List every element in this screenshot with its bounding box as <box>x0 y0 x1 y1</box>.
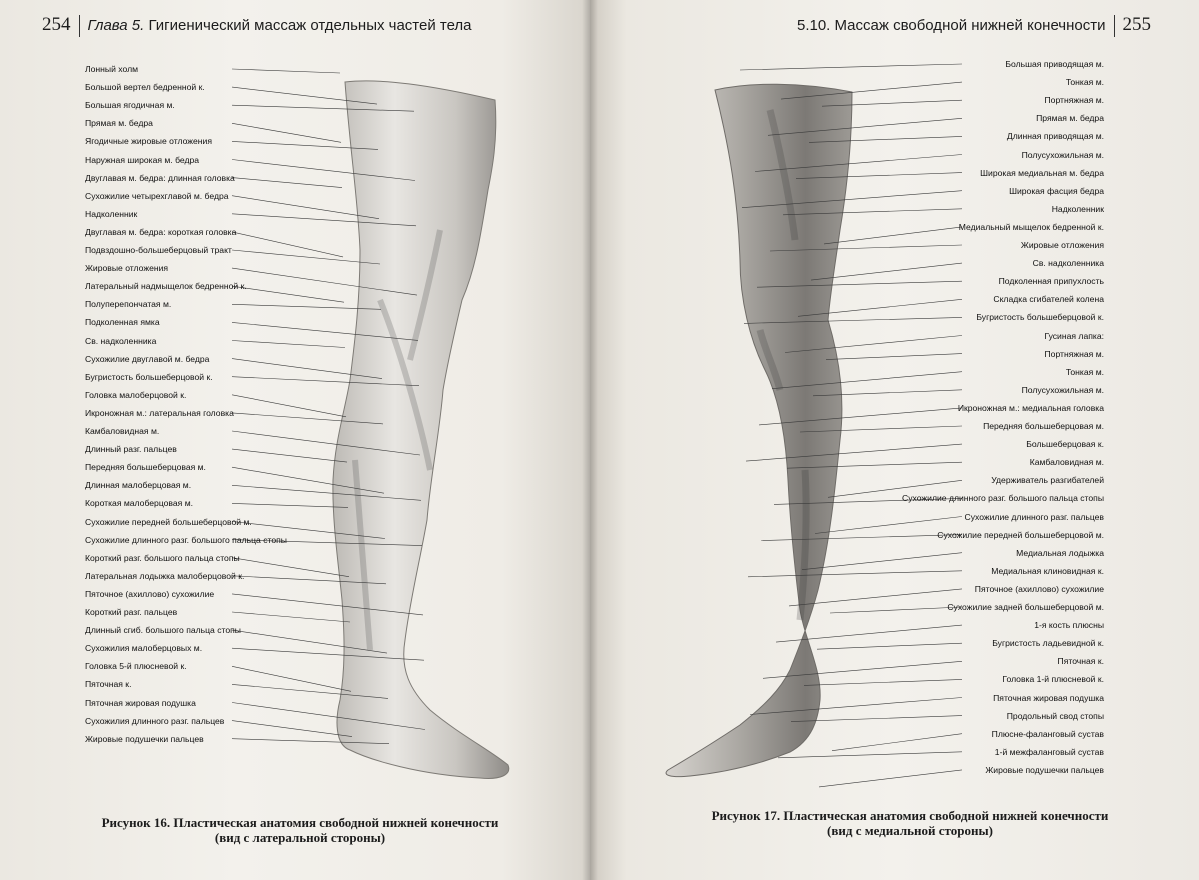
right-label-1: Большая приводящая м. <box>1005 59 1104 69</box>
left-label-2: Большой вертел бедренной к. <box>85 82 205 93</box>
left-label-30: Пяточное (ахиллово) сухожилие <box>85 588 215 599</box>
left-label-31: Короткий разг. пальцев <box>85 607 178 617</box>
right-label-30: Пяточное (ахиллово) сухожилие <box>974 583 1104 594</box>
figure-17-caption-line2: (вид с медиальной стороны) <box>827 823 993 838</box>
right-leader-line-35 <box>804 679 962 685</box>
right-label-34: Пяточная к. <box>1057 656 1104 667</box>
right-label-6: Полусухожильная м. <box>1021 149 1104 160</box>
right-label-14: Складка сгибателей колена <box>993 294 1104 305</box>
left-leader-line-1 <box>232 69 340 73</box>
left-leader-line-22 <box>232 449 347 462</box>
figure-16-caption <box>40 815 560 845</box>
left-label-4: Прямая м. бедра <box>85 118 153 129</box>
left-leader-line-31 <box>232 612 350 622</box>
left-label-25: Короткая малоберцовая м. <box>85 498 194 509</box>
left-label-9: Надколенник <box>85 208 138 219</box>
leg-medial-illustration <box>590 0 1199 880</box>
right-leader-line-10 <box>824 227 962 244</box>
left-leader-line-19 <box>232 395 346 417</box>
right-label-8: Широкая фасция бедра <box>1009 185 1104 196</box>
right-label-15: Бугристость большеберцовой к. <box>976 312 1104 323</box>
book-gutter <box>582 0 598 880</box>
right-label-16: Гусиная лапка: <box>1044 330 1104 341</box>
right-label-2: Тонкая м. <box>1065 77 1104 88</box>
left-leader-line-10 <box>232 232 343 257</box>
right-leader-line-22 <box>746 444 962 461</box>
left-label-17: Сухожилие двуглавой м. бедра <box>85 353 210 364</box>
left-label-37: Сухожилия длинного разг. пальцев <box>85 715 225 726</box>
left-label-11: Подвздошно-большеберцовый тракт <box>85 245 232 255</box>
right-label-19: Полусухожильная м. <box>1021 384 1104 395</box>
section-title: 5.10. Массаж свободной нижней конечности <box>796 17 1106 34</box>
right-label-9: Надколенник <box>1051 203 1104 214</box>
right-label-32: 1-я кость плюсны <box>1034 620 1104 631</box>
left-label-14: Полуперепончатая м. <box>85 299 172 310</box>
right-leader-line-39 <box>778 752 962 758</box>
right-label-22: Большеберцовая к. <box>1026 439 1104 450</box>
right-leader-line-38 <box>832 734 962 751</box>
right-label-17: Портняжная м. <box>1044 348 1104 359</box>
right-label-33: Бугристость ладьевидной к. <box>992 638 1104 649</box>
right-leader-line-40 <box>819 770 962 787</box>
left-leader-line-13 <box>232 286 344 302</box>
right-label-12: Св. надколенника <box>1032 258 1104 269</box>
right-label-21: Передняя большеберцовая м. <box>983 421 1104 431</box>
figure-17-caption-line1: Рисунок 17. Пластическая анатомия свободной нижней конечности <box>711 808 1109 823</box>
chapter-title: Гигиенический массаж отдельных частей тела <box>148 17 472 34</box>
figure-16-caption-line1: Рисунок 16. Пластическая анатомия свободной нижней конечности <box>101 815 499 830</box>
right-label-24: Удерживатель разгибателей <box>991 475 1104 486</box>
left-leader-line-34 <box>232 666 351 691</box>
left-label-18: Бугристость большеберцовой к. <box>85 371 213 382</box>
left-label-13: Латеральный надмыщелок бедренной к. <box>85 281 247 292</box>
right-label-13: Подколенная припухлость <box>998 276 1104 287</box>
left-label-33: Сухожилия малоберцовых м. <box>85 643 203 654</box>
left-label-36: Пяточная жировая подушка <box>85 697 196 708</box>
left-label-38: Жировые подушечки пальцев <box>85 733 204 744</box>
left-label-6: Наружная широкая м. бедра <box>85 154 200 165</box>
left-label-27: Сухожилие длинного разг. большого пальца стопы <box>85 534 287 545</box>
chapter-prefix: Глава 5. <box>87 17 145 34</box>
left-label-5: Ягодичные жировые отложения <box>85 136 213 147</box>
left-label-16: Св. надколенника <box>85 335 157 346</box>
right-leader-line-33 <box>817 643 962 649</box>
left-leader-line-37 <box>232 721 352 737</box>
left-page-number: 254 <box>42 14 71 35</box>
left-label-21: Камбаловидная м. <box>85 426 160 436</box>
left-label-7: Двуглавая м. бедра: длинная головка <box>85 172 235 183</box>
left-label-20: Икроножная м.: латеральная головка <box>85 407 234 418</box>
leg-lateral-illustration <box>0 0 590 880</box>
left-leader-line-4 <box>232 123 341 142</box>
right-leader-line-29 <box>748 571 962 577</box>
left-label-3: Большая ягодичная м. <box>85 100 175 111</box>
left-leader-line-16 <box>232 341 345 348</box>
right-label-27: Сухожилие передней большеберцовой м. <box>937 529 1104 540</box>
left-leader-line-28 <box>232 558 349 577</box>
right-page <box>590 0 1199 880</box>
left-leader-line-7 <box>232 178 342 188</box>
left-label-15: Подколенная ямка <box>85 317 160 328</box>
right-label-5: Длинная приводящая м. <box>1006 131 1104 142</box>
left-label-35: Пяточная к. <box>85 679 132 690</box>
right-label-10: Медиальный мыщелок бедренной к. <box>958 221 1104 232</box>
left-label-32: Длинный сгиб. большого пальца стопы <box>85 625 241 636</box>
right-label-18: Тонкая м. <box>1065 366 1104 377</box>
left-label-10: Двуглавая м. бедра: короткая головка <box>85 226 237 237</box>
right-leader-line-31 <box>830 607 962 613</box>
right-label-31: Сухожилие задней большеберцовой м. <box>947 602 1104 612</box>
right-label-40: Жировые подушечки пальцев <box>985 764 1104 775</box>
figure-17-caption <box>640 808 1180 838</box>
right-leader-line-28 <box>802 553 962 570</box>
right-label-25: Сухожилие длинного разг. большого пальца стопы <box>902 493 1104 504</box>
right-label-38: Плюсне-фаланговый сустав <box>991 728 1104 739</box>
left-label-1: Лонный холм <box>85 64 138 74</box>
right-label-29: Медиальная клиновидная к. <box>991 565 1104 576</box>
left-label-12: Жировые отложения <box>85 263 169 274</box>
left-label-26: Сухожилие передней большеберцовой м. <box>85 516 252 527</box>
left-label-22: Длинный разг. пальцев <box>85 444 177 455</box>
right-label-26: Сухожилие длинного разг. пальцев <box>964 511 1104 522</box>
right-label-39: 1-й межфаланговый сустав <box>994 746 1104 757</box>
right-page-number: 255 <box>1122 14 1151 35</box>
right-label-36: Пяточная жировая подушка <box>993 692 1104 703</box>
right-label-4: Прямая м. бедра <box>1036 113 1104 124</box>
right-label-28: Медиальная лодыжка <box>1016 547 1104 558</box>
right-leader-line-17 <box>826 354 962 360</box>
left-label-34: Головка 5-й плюсневой к. <box>85 661 187 672</box>
figure-16-caption-line2: (вид с латеральной стороны) <box>214 830 386 845</box>
right-label-20: Икроножная м.: медиальная головка <box>957 402 1104 413</box>
left-label-19: Головка малоберцовой к. <box>85 389 187 400</box>
right-label-7: Широкая медиальная м. бедра <box>980 167 1104 178</box>
left-page <box>0 0 590 880</box>
left-label-29: Латеральная лодыжка малоберцовой к. <box>85 570 245 581</box>
left-label-8: Сухожилие четырехглавой м. бедра <box>85 190 229 201</box>
leg-medial-silhouette <box>666 84 852 776</box>
left-label-28: Короткий разг. большого пальца стопы <box>85 552 240 563</box>
right-label-11: Жировые отложения <box>1020 240 1104 250</box>
right-leader-line-27 <box>761 535 962 541</box>
right-leader-line-1 <box>740 64 962 70</box>
right-label-3: Портняжная м. <box>1044 95 1104 106</box>
right-label-23: Камбаловидная м. <box>1029 457 1104 468</box>
left-label-23: Передняя большеберцовая м. <box>85 462 206 473</box>
left-leader-line-11 <box>232 250 380 264</box>
right-label-37: Продольный свод стопы <box>1006 710 1104 721</box>
right-label-35: Головка 1-й плюсневой к. <box>1002 674 1104 685</box>
left-label-24: Длинная малоберцовая м. <box>85 480 192 491</box>
left-leader-line-25 <box>232 503 348 507</box>
